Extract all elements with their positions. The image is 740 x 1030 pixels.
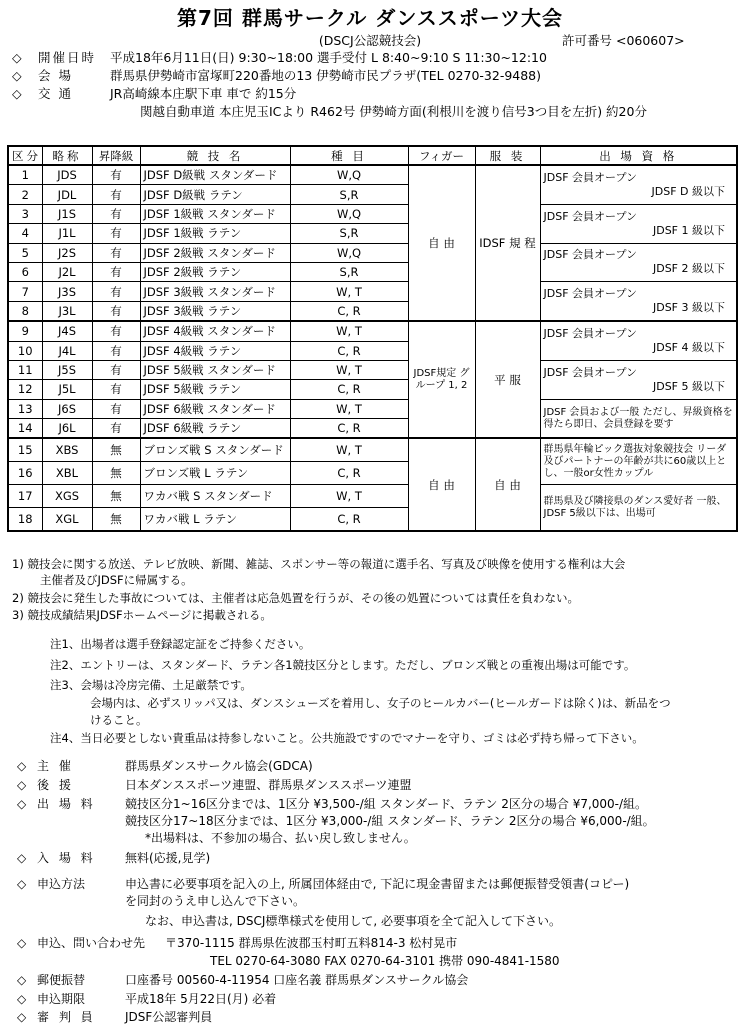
qualification-cell: JDSF 会員オープン JDSF 1 級以下 bbox=[540, 204, 737, 243]
table-row: 6 J2L 有 JDSF 2級戦 ラテン S,R bbox=[8, 262, 737, 281]
table-row: 16 XBL 無 ブロンズ戦 L ラテン C, R bbox=[8, 462, 737, 485]
caution-3-detail-cont: けること。 bbox=[90, 713, 148, 727]
support-line: ◇ 後 援 日本ダンススポーツ連盟、群馬県ダンススポーツ連盟 bbox=[17, 778, 412, 792]
admission-line: ◇ 入 場 料 無料(応援,見学) bbox=[17, 851, 211, 865]
apply-line-3: なお、申込書は, DSCJ標準様式を使用して, 必要事項を全て記入して下さい。 bbox=[145, 914, 562, 928]
apply-line-2: を同封のうえ申し込んで下さい。 bbox=[125, 894, 306, 908]
apply-line: ◇ 申込方法 申込書に必要事項を記入の上, 所属団体経由で, 下記に現金書留または郵便振替受領書(コピー) bbox=[17, 877, 630, 891]
table-row: 18 XGL 無 ワカバ戦 L ラテン C, R bbox=[8, 508, 737, 532]
judge-line: ◇ 審 判 員 JDSF公認審判員 bbox=[17, 1010, 213, 1024]
postal-line: ◇ 郵便振替 口座番号 00560-4-11954 口座名義 群馬県ダンスサークル協会 bbox=[17, 973, 469, 987]
table-row: 2 JDL 有 JDSF D級戦 ラテン S,R bbox=[8, 185, 737, 204]
table-row: 5 J2S 有 JDSF 2級戦 スタンダード W,Q JDSF 会員オープン JDSF 2 級以下 bbox=[8, 243, 737, 262]
table-row: 1 JDS 有 JDSF D級戦 スタンダード W,Q 自 由 IDSF 規 程 JDSF 会員オープン JDSF D 級以下 bbox=[8, 165, 737, 185]
qualification-cell: JDSF 会員および一般 ただし、昇級資格を得たら即日、会員登録を要す bbox=[540, 399, 737, 438]
col-header: フィガー bbox=[408, 146, 475, 165]
table-row: 3 J1S 有 JDSF 1級戦 スタンダード W,Q JDSF 会員オープン JDSF 1 級以下 bbox=[8, 204, 737, 223]
note-3: 3) 競技成績結果JDSFホームページに掲載される。 bbox=[12, 608, 272, 622]
col-header: 昇降級 bbox=[92, 146, 140, 165]
info-access-2: 関越自動車道 本庄児玉ICより R462号 伊勢崎方面(利根川を渡り信号3つ目を左折) 約20分 bbox=[140, 104, 647, 119]
table-row: 14 J6L 有 JDSF 6級戦 ラテン C, R bbox=[8, 419, 737, 439]
caution-3: 注3、会場は冷房完備、土足厳禁です。 bbox=[50, 678, 252, 692]
dress-cell: 自 由 bbox=[475, 438, 540, 531]
subtitle: (DSCJ公認競技会) bbox=[318, 33, 422, 48]
bullet-icon: ◇ bbox=[12, 50, 22, 65]
bullet-icon: ◇ bbox=[12, 68, 22, 83]
qualification-cell: JDSF 会員オープン JDSF D 級以下 bbox=[540, 165, 737, 204]
bullet-icon: ◇ bbox=[17, 759, 27, 773]
table-row: 17 XGS 無 ワカバ戦 S スタンダード W, T 群馬県及び隣接県のダンス愛好者 一般、JDSF 5級以下は、出場可 bbox=[8, 485, 737, 508]
bullet-icon: ◇ bbox=[17, 797, 27, 811]
qualification-cell: JDSF 会員オープン JDSF 4 級以下 bbox=[540, 321, 737, 360]
qualification-cell: JDSF 会員オープン JDSF 3 級以下 bbox=[540, 282, 737, 321]
col-header: 服 装 bbox=[475, 146, 540, 165]
info-venue: ◇ 会 場 群馬県伊勢崎市富塚町220番地の13 伊勢崎市民プラザ(TEL 0270-32-9488) bbox=[12, 68, 542, 83]
qualification-cell: JDSF 会員オープン JDSF 2 級以下 bbox=[540, 243, 737, 282]
host-line: ◇ 主 催 群馬県ダンスサークル協会(GDCA) bbox=[17, 759, 313, 773]
bullet-icon: ◇ bbox=[17, 1010, 27, 1024]
table-row: 7 J3S 有 JDSF 3級戦 スタンダード W, T JDSF 会員オープン JDSF 3 級以下 bbox=[8, 282, 737, 301]
figure-cell: JDSF規定 グループ 1, 2 bbox=[408, 321, 475, 438]
figure-cell: 自 由 bbox=[408, 165, 475, 321]
dress-cell: 平 服 bbox=[475, 321, 540, 438]
figure-cell: 自 由 bbox=[408, 438, 475, 531]
bullet-icon: ◇ bbox=[17, 973, 27, 987]
note-1-cont: 主催者及びJDSFに帰属する。 bbox=[40, 573, 193, 587]
note-2: 2) 競技会に発生した事故については、主催者は応急処置を行うが、その後の処置については責任を負わない。 bbox=[12, 591, 579, 605]
info-access: ◇ 交 通 JR高崎線本庄駅下車 車で 約15分 bbox=[12, 86, 297, 101]
table-row: 9 J4S 有 JDSF 4級戦 スタンダード W, T JDSF規定 グループ 1, 2 平 服 JDSF 会員オープン JDSF 4 級以下 bbox=[8, 321, 737, 341]
deadline-line: ◇ 申込期限 平成18年 5月22日(月) 必着 bbox=[17, 992, 277, 1006]
table-row: 8 J3L 有 JDSF 3級戦 ラテン C, R bbox=[8, 301, 737, 321]
table-row: 4 J1L 有 JDSF 1級戦 ラテン S,R bbox=[8, 224, 737, 243]
bullet-icon: ◇ bbox=[17, 877, 27, 891]
fee-line-2: 競技区分17~18区分までは、1区分 ¥3,000-/組 スタンダード、ラテン 2区分の場合 ¥6,000-/組。 bbox=[125, 814, 655, 828]
table-header-row bbox=[8, 146, 737, 165]
info-date: ◇ 開催日時 平成18年6月11日(日) 9:30~18:00 選手受付 L 8:40~9:10 S 11:30~12:10 bbox=[12, 50, 547, 65]
permit-number: 許可番号 <060607> bbox=[562, 33, 685, 48]
table-row: 12 J5L 有 JDSF 5級戦 ラテン C, R bbox=[8, 380, 737, 399]
caution-4: 注4、当日必要としない貴重品は持参しないこと。公共施設ですのでマナーを守り、ゴミは必ず持ち帰って下さい。 bbox=[50, 731, 644, 745]
bullet-icon: ◇ bbox=[17, 992, 27, 1006]
bullet-icon: ◇ bbox=[17, 851, 27, 865]
caution-3-detail: 会場内は、必ずスリッパ又は、ダンスシューズを着用し、女子のヒールカバー(ヒールガードは除く)は、新品をつ bbox=[90, 696, 671, 710]
col-header: 略称 bbox=[42, 146, 92, 165]
table-row: 15 XBS 無 ブロンズ戦 S スタンダード W, T 自 由 自 由 群馬県年輪ピック選抜対象競技会 リーダ及びパートナーの年齢が共に60歳以上とし、一般or女性カップル bbox=[8, 438, 737, 462]
qualification-cell: 群馬県及び隣接県のダンス愛好者 一般、JDSF 5級以下は、出場可 bbox=[540, 485, 737, 532]
col-header: 種 目 bbox=[290, 146, 408, 165]
caution-1: 注1、出場者は選手登録認定証をご持参ください。 bbox=[50, 637, 311, 651]
competition-table bbox=[7, 145, 738, 532]
table-row: 10 J4L 有 JDSF 4級戦 ラテン C, R bbox=[8, 341, 737, 360]
caution-2: 注2、エントリーは、スタンダード、ラテン各1競技区分とします。ただし、ブロンズ戦との重複出場は可能です。 bbox=[50, 658, 636, 672]
table-row: 13 J6S 有 JDSF 6級戦 スタンダード W, T JDSF 会員および一般 ただし、昇級資格を得たら即日、会員登録を要す bbox=[8, 399, 737, 418]
col-header: 出 場 資 格 bbox=[540, 146, 737, 165]
col-header: 区分 bbox=[8, 146, 42, 165]
qualification-cell: 群馬県年輪ピック選抜対象競技会 リーダ及びパートナーの年齢が共に60歳以上とし、一般or女性カップル bbox=[540, 438, 737, 485]
col-header: 競 技 名 bbox=[140, 146, 290, 165]
dress-cell: IDSF 規 程 bbox=[475, 165, 540, 321]
contact-line-2: TEL 0270-64-3080 FAX 0270-64-3101 携帯 090-4841-1580 bbox=[210, 954, 560, 968]
fee-line: ◇ 出 場 料 競技区分1~16区分までは、1区分 ¥3,500-/組 スタンダード、ラテン 2区分の場合 ¥7,000-/組。 bbox=[17, 797, 648, 811]
page-title: 第7回 群馬サークル ダンススポーツ大会 bbox=[176, 6, 564, 30]
qualification-cell: JDSF 会員オープン JDSF 5 級以下 bbox=[540, 360, 737, 399]
note-1: 1) 競技会に関する放送、テレビ放映、新聞、雑誌、スポンサー等の報道に選手名、写真及び映像を使用する権利は大会 bbox=[12, 557, 626, 571]
bullet-icon: ◇ bbox=[12, 86, 22, 101]
contact-line: ◇ 申込、問い合わせ先 〒370-1115 群馬県佐波郡玉村町五料814-3 松村晃市 bbox=[17, 936, 458, 950]
fee-line-3: *出場料は、不参加の場合、払い戻し致しません。 bbox=[145, 831, 416, 845]
bullet-icon: ◇ bbox=[17, 778, 27, 792]
table-row: 11 J5S 有 JDSF 5級戦 スタンダード W, T JDSF 会員オープン JDSF 5 級以下 bbox=[8, 360, 737, 379]
bullet-icon: ◇ bbox=[17, 936, 27, 950]
